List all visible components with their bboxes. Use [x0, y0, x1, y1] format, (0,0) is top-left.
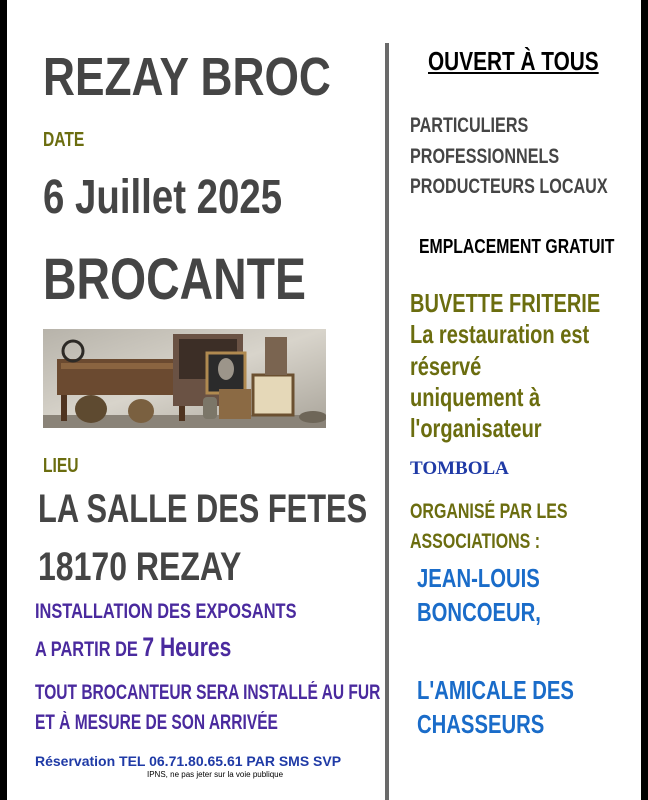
- antique-items-illustration: [43, 329, 326, 428]
- poster-page: [7, 0, 641, 800]
- association-jean-louis-1: JEAN-LOUIS: [417, 563, 540, 593]
- food-line-5: l'organisateur: [410, 413, 542, 443]
- venue-name: LA SALLE DES FETES: [38, 487, 368, 531]
- venue-town: 18170 REZAY: [38, 545, 242, 589]
- installation-prefix: A PARTIR DE: [35, 638, 143, 661]
- rule-line-2: ET À MESURE DE SON ARRIVÉE: [35, 711, 278, 734]
- organized-by-line-1: ORGANISÉ PAR LES: [410, 500, 568, 523]
- date-label: DATE: [43, 129, 85, 151]
- food-line-2: La restauration est: [410, 319, 590, 349]
- food-line-4: uniquement à: [410, 382, 541, 412]
- food-line-1: BUVETTE FRITERIE: [410, 288, 601, 318]
- installation-line-2: [35, 632, 231, 663]
- ipns-footnote: IPNS, ne pas jeter sur la voie publique: [147, 770, 284, 779]
- event-title: REZAY BROC: [43, 47, 331, 107]
- installation-time: 7 Heures: [142, 632, 232, 662]
- association-amicale-2: CHASSEURS: [417, 709, 545, 739]
- rule-line-1: TOUT BROCANTEUR SERA INSTALLÉ AU FUR: [35, 681, 381, 704]
- audience-producteurs: PRODUCTEURS LOCAUX: [410, 175, 608, 198]
- event-type: BROCANTE: [43, 247, 306, 312]
- column-divider: [385, 43, 389, 800]
- association-amicale-1: L'AMICALE DES: [417, 675, 574, 705]
- open-to-all: OUVERT À TOUS: [428, 46, 599, 76]
- reservation-phone: Réservation TEL 06.71.80.65.61 PAR SMS SVP: [35, 753, 342, 769]
- organized-by-line-2: ASSOCIATIONS :: [410, 530, 541, 553]
- free-spot: EMPLACEMENT GRATUIT: [419, 236, 615, 258]
- audience-professionnels: PROFESSIONNELS: [410, 145, 560, 168]
- food-line-3: réservé: [410, 351, 482, 381]
- tombola: TOMBOLA: [410, 458, 509, 479]
- event-date: 6 Juillet 2025: [43, 171, 283, 224]
- installation-line-1: INSTALLATION DES EXPOSANTS: [35, 600, 297, 623]
- lieu-label: LIEU: [43, 455, 79, 477]
- audience-particuliers: PARTICULIERS: [410, 114, 529, 137]
- association-jean-louis-2: BONCOEUR,: [417, 597, 541, 627]
- antique-items-photo: [43, 329, 326, 428]
